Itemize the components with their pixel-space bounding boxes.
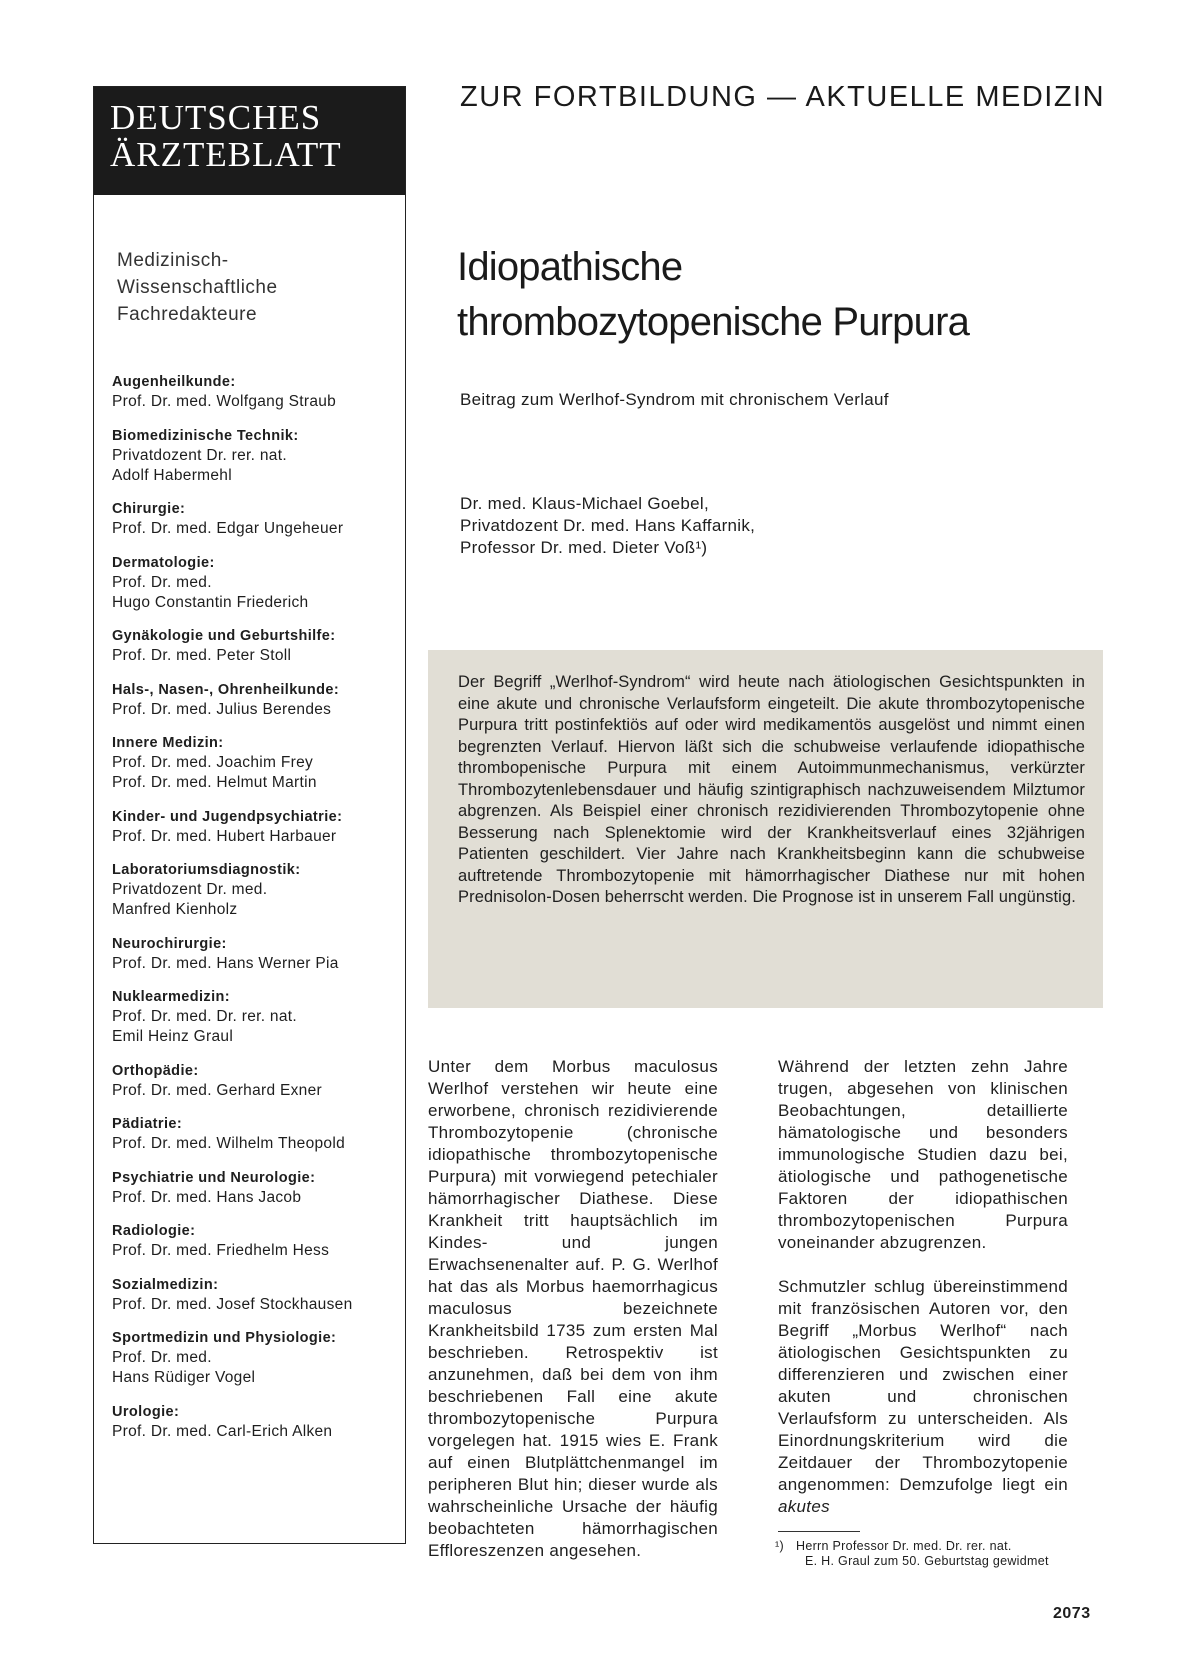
editor-group [112,427,399,486]
article-title [457,240,969,350]
editor-name: Privatdozent Dr. rer. nat. [112,446,287,464]
author-list [460,493,755,559]
editor-name: Prof. Dr. med. Julius Berendes [112,700,332,718]
editor-group [112,1329,399,1388]
editor-department: Kinder- und Jugendpsychiatrie: [112,808,343,825]
editor-group [112,1115,399,1154]
editor-group [112,988,399,1047]
body-paragraph [778,1276,1068,1518]
editor-name: Prof. Dr. med. Joachim Frey [112,754,314,771]
article-title-line-1: Idiopathische [457,245,683,289]
editor-group [112,627,399,666]
body-text-italic: akutes [778,1497,830,1516]
footnote-mark: ¹) [775,1539,784,1553]
author: Dr. med. Klaus-Michael Goebel, [460,494,709,513]
editor-department: Laboratoriumsdiagnostik: [112,862,301,878]
author: Professor Dr. med. Dieter Voß¹) [460,538,708,557]
editor-name: Prof. Dr. med. Gerhard Exner [112,1081,322,1099]
editor-department: Orthopädie: [112,1062,199,1079]
editor-name: Manfred Kienholz [112,901,238,918]
body-text: Schmutzler schlug übereinstimmend mit französischen Autoren vor, den Begriff „Morbus Werlhof“ nach ätiologischen Gesichtspunkten zu differenzieren und zwischen einer akuten und chronischen Verlaufsform zu unterscheiden. Als Einordnungskriterium wird die Zeitdauer der Thrombozytopenie angenommen: Demzufolge liegt ein [778,1277,1068,1494]
editor-name: Prof. Dr. med. Josef Stockhausen [112,1295,353,1313]
editor-name: Hugo Constantin Friederich [112,593,309,611]
editor-group [112,1062,399,1101]
body-paragraph: Während der letzten zehn Jahre trugen, abgesehen von klinischen Beobachtungen, detaillierte hämatologische und besonders immunologische Studien dazu bei, ätiologische und pathogenetische Faktoren der idiopathischen thrombozytopenischen Purpura voneinander abzugrenzen. [778,1057,1068,1252]
editor-name: Prof. Dr. med. Dr. rer. nat. [112,1008,297,1025]
editor-name: Prof. Dr. med. [112,573,212,591]
editor-group [112,500,399,539]
footnote-line: Herrn Professor Dr. med. Dr. rer. nat. [796,1539,1012,1553]
editor-group [112,1276,399,1315]
editor-group [112,734,399,793]
editor-department: Chirurgie: [112,501,186,517]
editorial-heading-line: Fachredakteure [117,304,258,325]
editor-department: Pädiatrie: [112,1116,183,1132]
editor-department: Neurochirurgie: [112,935,227,952]
editor-name: Prof. Dr. med. Peter Stoll [112,647,292,664]
journal-masthead [94,87,405,195]
masthead-line-1: DEUTSCHES [110,98,322,137]
author: Privatdozent Dr. med. Hans Kaffarnik, [460,516,756,535]
editorial-heading [117,247,278,328]
editor-department: Nuklearmedizin: [112,989,230,1005]
article-title-line-2: thrombozytopenische Purpura [457,300,970,344]
editor-list [112,373,399,1456]
editor-name: Privatdozent Dr. med. [112,881,268,898]
editor-department: Hals-, Nasen-, Ohrenheilkunde: [112,681,340,698]
editor-group [112,554,399,613]
editor-name: Prof. Dr. med. Wolfgang Straub [112,393,337,410]
editor-department: Dermatologie: [112,554,215,571]
editor-name: Prof. Dr. med. Hubert Harbauer [112,827,337,845]
editor-name: Prof. Dr. med. Wilhelm Theopold [112,1135,345,1152]
footnote-line: E. H. Graul zum 50. Geburtstag gewidmet [805,1554,1049,1568]
footnote-rule [778,1531,860,1532]
editor-department: Biomedizinische Technik: [112,427,299,444]
editor-group [112,1403,399,1442]
article-subtitle: Beitrag zum Werlhof-Syndrom mit chronischem Verlauf [460,390,889,409]
editor-department: Sportmedizin und Physiologie: [112,1330,337,1346]
footnote-text [796,1539,1049,1569]
section-header: ZUR FORTBILDUNG — AKTUELLE MEDIZIN [460,81,1106,113]
editor-group [112,681,399,720]
editor-department: Radiologie: [112,1223,196,1239]
editor-name: Prof. Dr. med. Edgar Ungeheuer [112,520,344,537]
editor-group [112,935,399,974]
editor-name: Prof. Dr. med. Hans Jacob [112,1188,302,1206]
editor-name: Adolf Habermehl [112,466,232,484]
editor-name: Prof. Dr. med. Hans Werner Pia [112,954,339,972]
body-column-1 [428,1056,718,1562]
editor-name: Prof. Dr. med. Friedhelm Hess [112,1242,330,1259]
masthead-line-2: ÄRZTEBLATT [110,135,342,174]
editor-department: Psychiatrie und Neurologie: [112,1169,316,1186]
editor-group [112,861,399,920]
editorial-heading-line: Medizinisch- [117,250,229,271]
editor-group [112,808,399,847]
editor-name: Prof. Dr. med. [112,1349,212,1366]
editor-name: Hans Rüdiger Vogel [112,1369,256,1386]
editor-department: Sozialmedizin: [112,1276,219,1293]
body-paragraph: Unter dem Morbus maculosus Werlhof verstehen wir heute eine erworbene, chronisch rezidivierende Thrombozytopenie (chronische idiopathische thrombozytopenische Purpura) mit vorwiegend petechialer hämorrhagischer Diathese. Diese Krankheit tritt hauptsächlich im Kindes- und jungen Erwachsenenalter auf. P. G. Werlhof hat das als Morbus haemorrhagicus maculosus bezeichnete Krankheitsbild 1735 zum ersten Mal beschrieben. Retrospektiv ist anzunehmen, daß bei dem von ihm beschriebenen Fall eine akute thrombozytopenische Purpura vorgelegen hat. 1915 wies E. Frank auf einen Blutplättchenmangel im peripheren Blut hin; dieser wurde als wahrscheinliche Ursache der häufig beobachteten hämorrhagischen Effloreszenzen angesehen. [428,1057,718,1560]
editor-department: Innere Medizin: [112,735,224,751]
body-column-2 [778,1056,1068,1518]
editor-group [112,373,399,412]
abstract-text: Der Begriff „Werlhof-Syndrom“ wird heute nach ätiologischen Gesichtspunkten in eine akute und chronische Verlaufsform eingeteilt. Die akute thrombozytopenische Purpura tritt postinfektiös auf oder wird medikamentös ausgelöst und nimmt einen begrenzten Verlauf. Hiervon läßt sich die schubweise verlaufende idiopathische thrombopenische Purpura mit einem Autoimmunmechanismus, verkürzter Thrombozytenlebensdauer und häufig szintigraphisch nachzuweisendem Milztumor abgrenzen. Als Beispiel einer chronisch rezidivierenden Thrombozytopenie ohne Besserung nach Splenektomie wird der Krankheitsverlauf eines 32jährigen Patienten geschildert. Vier Jahre nach Krankheitsbeginn kann die schubweise auftretende Thrombozytopenie mit hämorrhagischer Diathese nur mit hohen Prednisolon-Dosen beherrscht werden. Die Prognose ist in unserem Fall ungünstig. [458,673,1085,906]
editor-name: Prof. Dr. med. Carl-Erich Alken [112,1422,333,1440]
editor-name: Prof. Dr. med. Helmut Martin [112,774,317,791]
editor-department: Urologie: [112,1403,180,1420]
editor-department: Augenheilkunde: [112,374,236,390]
editor-name: Emil Heinz Graul [112,1028,234,1045]
editorial-heading-line: Wissenschaftliche [117,277,278,298]
abstract-box [428,650,1103,1008]
page-number: 2073 [1053,1605,1091,1622]
editorial-sidebar [93,86,406,1544]
editor-group [112,1169,399,1208]
editor-department: Gynäkologie und Geburtshilfe: [112,628,336,644]
editor-group [112,1222,399,1261]
